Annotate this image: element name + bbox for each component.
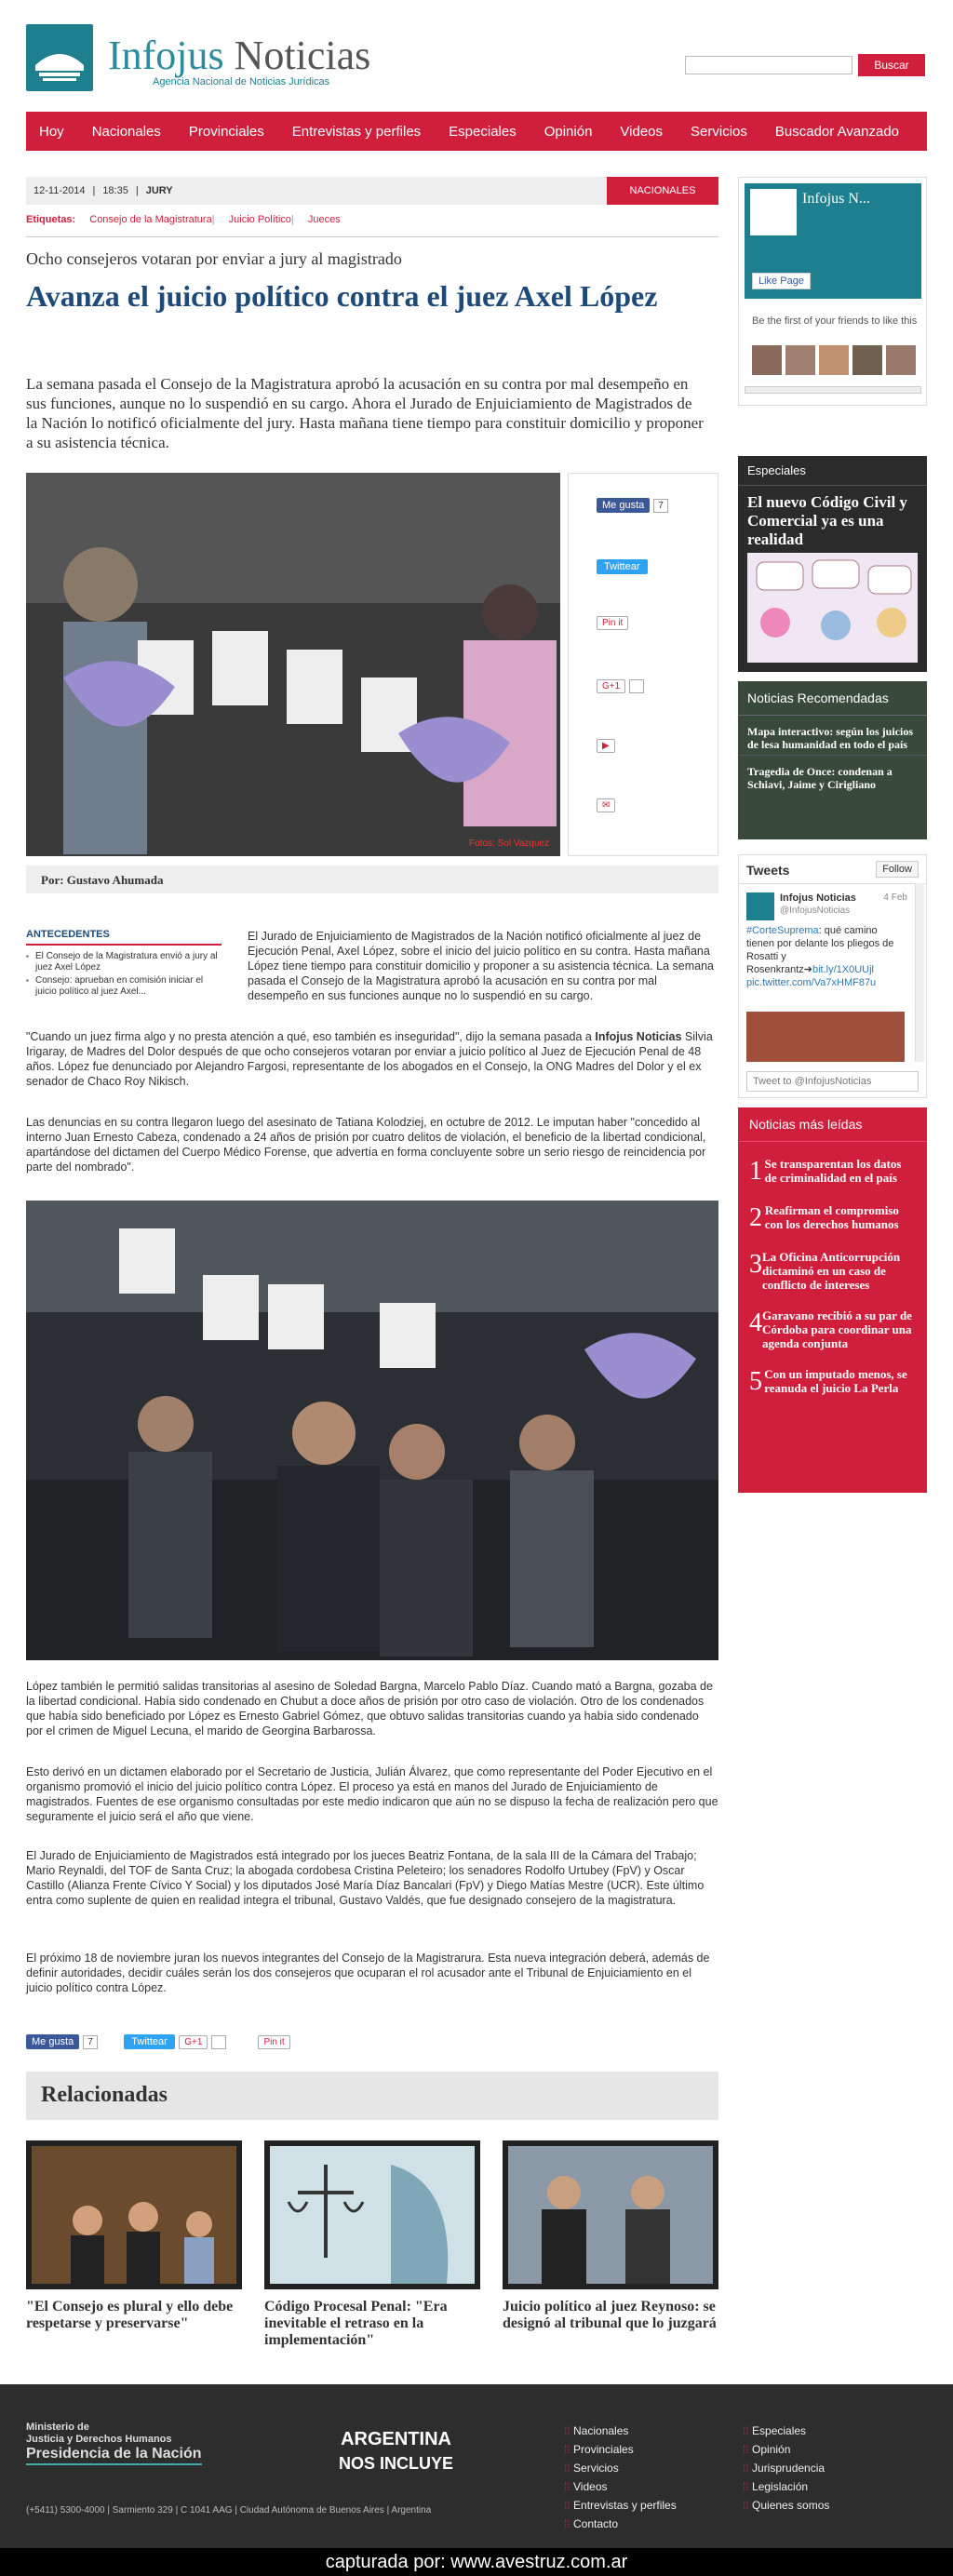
related-image[interactable] [264,2140,480,2289]
nav-item[interactable]: Opinión [544,123,593,140]
paragraph: "Cuando un juez firma algo y no presta atención a qué, eso también es inseguridad", dijo la semana pasada a Infojus Noticias Silvia Irigaray, de Madres del Dolor después de que ocho consejeros votaran por enviar a juicio político al Juez de Ejecución Penal de 48 años. López fue denunciado por Alejandro Fargosi, representante de los abogados en el Consejo, la ONG Madres del Dolor y el ex senador de Chaco Roy Nikisch. [26,1030,713,1088]
bottom-share [26,2033,290,2049]
brand-name[interactable]: Infojus Noticias [108,33,371,78]
footer-link[interactable]: ⁞⁞ Provinciales [564,2440,677,2459]
related-item[interactable] [264,2140,480,2349]
category-badge[interactable]: NACIONALES [607,177,718,205]
tags-row: Etiquetas: Consejo de la Magistratura| Juicio Político| Jueces [26,214,341,225]
fb-cover [745,183,921,299]
article-section-tag: JURY [145,185,173,196]
mas-leidas-heading: Noticias más leídas [738,1107,927,1142]
paragraph: Las denuncias en su contra llegaron luego del asesinato de Tatiana Kolodziej, en octubre de 2012. Le imputan haber "concedido al interno Juan Ernesto Cabeza, condenado a 24 años de prisión por cuatro delitos de violación, el beneficio de la libertad condicional, apartándose del dictamen del Cuerpo Médico Forense, que advertía en forma concluyente sobre un serio riesgo de reincidencia por parte del nombrado". [26,1116,706,1174]
tweet-avatar[interactable] [746,892,774,920]
ministry-logo[interactable]: Ministerio de Justicia y Derechos Humanos Presidencia de la Nación [26,2422,202,2465]
paragraph: López también le permitió salidas transitorias al asesino de Soledad Bargna, Marcelo Pablo Díaz. Cuando mató a Bargna, gozaba de la libertad condicional. Había sido condenado en Chubut a doce años de prisión por otro caso de violación. Otro de los condenados que había sido beneficiado por López es Ernesto Gabriel Gómez, que obtuvo salidas transitorias cuando ya había sido condenado por el crimen de Miguel Lecuna, el marido de Georgina Barbarossa. [26,1680,713,1737]
recomendadas-heading: Noticias Recomendadas [738,681,927,716]
mas-leida-item[interactable] [749,1203,916,1233]
mas-leida-item[interactable] [749,1250,916,1292]
tweet-handle: @InfojusNoticias [780,906,851,916]
paragraph: Esto derivó en un dictamen elaborado por el Secretario de Justicia, Julián Álvarez, que como representante del Poder Ejecutivo en el organismo promovió el inicio del juicio político contra López. El proceso ya está en manos del Jurado de Enjuiciamiento de magistrados. Fuentes de ese organismo consultadas por este medio indicaron que aún no se dispuso la fecha de realización pero que seguramente el juicio será el año que viene. [26,1765,718,1823]
google-plus-button[interactable]: G+1 [597,679,625,693]
footer-link[interactable]: ⁞⁞ Videos [564,2477,677,2496]
especiales-image[interactable] [747,553,918,663]
especiales-heading: Especiales [738,456,927,486]
gplus-count [211,2035,226,2049]
antecedente-link[interactable]: ▪ Consejo: aprueban en comisión iniciar el juicio político al juez Axel... [26,975,221,998]
related-image[interactable] [26,2140,242,2289]
search-input[interactable] [685,56,852,74]
recomendada-link[interactable]: Tragedia de Once: condenan a Schiavi, Jaime y Cirigliano [738,755,927,800]
relacionadas-heading: Relacionadas [26,2072,718,2120]
tweets-heading: Tweets [746,863,790,878]
footer-link[interactable]: ⁞⁞ Contacto [564,2515,677,2533]
recomendada-link[interactable]: Mapa interactivo: según los juicios de lesa humanidad en todo el país [747,725,913,751]
gplus-count [629,679,644,693]
email-icon[interactable]: ✉ [597,798,615,812]
tweets-scrollbar[interactable] [915,883,924,1062]
tweet-to-input[interactable]: Tweet to @InfojusNoticias [746,1071,919,1092]
footer-address: (+5411) 5300-4000 | Sarmiento 329 | C 1041 AAG | Ciudad Autónoma de Buenos Aires | Argentina [26,2505,432,2516]
pinterest-button[interactable]: Pin it [258,2035,289,2049]
tags-label: Etiquetas: [26,214,76,225]
related-item[interactable] [503,2140,718,2332]
fb-scrollbar[interactable] [745,386,921,394]
facebook-like-button[interactable]: Me gusta [597,498,650,513]
footer-link[interactable]: ⁞⁞ Servicios [564,2459,677,2477]
mas-leida-title[interactable]: Reafirman el compromiso con los derechos humanos [764,1203,899,1231]
facebook-like-button[interactable]: Me gusta [26,2034,79,2049]
share-panel [568,473,718,856]
related-title[interactable]: Juicio político al juez Reynoso: se designó al tribunal que lo juzgará [503,2299,717,2331]
brand-subtitle: Agencia Nacional de Noticias Jurídicas [153,76,330,87]
main-photo[interactable] [26,473,560,856]
related-image[interactable] [503,2140,718,2289]
follow-button[interactable]: Follow [876,861,919,878]
fb-page-name[interactable]: Infojus N... [802,191,870,207]
capture-credit: capturada por: www.avestruz.com.ar [0,2548,953,2576]
tag-link[interactable]: Consejo de la Magistratura [89,214,212,225]
article-date: 12-11-2014 [34,185,86,196]
rank-number: 2 [749,1203,762,1232]
paragraph: El Jurado de Enjuiciamiento de Magistrados de la Nación notificó oficialmente al juez de Ejecución Penal, Axel López, sobre el inicio del juicio político en su contra. Hasta mañana López tiene tiempo para constituir domicilio y proponer a su asistencia técnica. La semana pasada el Consejo de la Magistratura aprobó la acusación en su contra por mal desempeño en sus funciones aunque no lo suspendió en su cargo. [248,930,714,1002]
facebook-widget [738,177,927,406]
rank-number: 4 [749,1308,762,1337]
fb-like-page-button[interactable]: Like Page [752,273,811,289]
antecedentes-heading: ANTECEDENTES [26,929,221,946]
search-button[interactable]: Buscar [858,54,925,76]
second-photo[interactable] [26,1201,718,1660]
fb-faces [752,345,919,375]
twitter-button[interactable]: Twittear [597,559,648,574]
footer-link[interactable]: ⁞⁞ Legislación [743,2477,829,2496]
related-title[interactable]: "El Consejo es plural y ello debe respetarse y preservarse" [26,2299,234,2331]
nav-item[interactable]: Nacionales [91,123,161,140]
footer-link[interactable]: ⁞⁞ Opinión [743,2440,829,2459]
footer-link[interactable]: ⁞⁞ Nacionales [564,2422,677,2440]
article-kicker: Ocho consejeros votaran por enviar a jury al magistrado [26,249,402,268]
article-author: Por: Gustavo Ahumada [26,865,718,893]
footer-link[interactable]: ⁞⁞ Jurisprudencia [743,2459,829,2477]
mas-leida-title[interactable]: Garavano recibió a su par de Córdoba para coordinar una agenda conjunta [762,1308,912,1350]
nav-item[interactable]: Servicios [691,123,747,140]
footer-link[interactable]: ⁞⁞ Especiales [743,2422,829,2440]
tweet-date: 4 Feb [883,892,907,903]
mas-leida-title[interactable]: Con un imputado menos, se reanuda el juicio La Perla [764,1367,907,1395]
article-title: Avanza el juicio político contra el juez Axel López [26,279,658,313]
footer-col-1 [564,2422,677,2533]
footer-link[interactable]: ⁞⁞ Quienes somos [743,2496,829,2515]
nav-item[interactable]: Entrevistas y perfiles [291,123,422,140]
article-meta: 12-11-2014 | 18:35 | JURY NACIONALES [26,177,718,205]
antecedente-link[interactable]: ▪ El Consejo de la Magistratura envió a jury al juez Axel López [26,951,221,973]
mas-leida-title[interactable]: La Oficina Anticorrupción dictaminó en un caso de conflicto de intereses [762,1250,901,1292]
like-count: 7 [653,499,668,513]
youtube-icon[interactable]: ▶ [597,739,615,753]
photo-credit: Fotos: Sol Vazquez [469,839,549,849]
main-nav [26,112,927,151]
mas-leida-item[interactable] [749,1157,916,1187]
mas-leida-item[interactable] [749,1308,916,1350]
infojus-logo-icon[interactable] [26,24,93,91]
tweet-user[interactable]: Infojus Noticias [780,892,856,904]
mas-leida-title[interactable]: Se transparentan los datos de criminalidad en el país [764,1157,902,1185]
pinterest-button[interactable]: Pin it [597,616,628,630]
rank-number: 3 [749,1250,762,1279]
twitter-widget [738,854,927,1098]
rank-number: 5 [749,1367,762,1396]
footer-link[interactable]: ⁞⁞ Entrevistas y perfiles [564,2496,677,2515]
article-time: 18:35 [102,185,128,196]
google-plus-button[interactable]: G+1 [179,2035,208,2049]
nav-item[interactable]: Especiales [449,123,517,140]
paragraph: El Jurado de Enjuiciamiento de Magistrados está integrado por los jueces Beatriz Fontana, de la sala III de la Cámara del Trabajo; Mario Reynaldi, del TOF de Santa Cruz; la abogada cordobesa Cristina Peleteiro; los senadores Rodolfo Urtubey (FpV) y Oscar Castillo (Alianza Frente Cívico Y Social) y los diputados José María Díaz Bancalari (FpV) y Diego Matías Mestre (UCR). Este último entra como suplente de quien en realidad integra el tribunal, Gustavo Valdés, que fue designado consejero de la magistratura. [26,1849,705,1907]
rank-number: 1 [749,1157,762,1186]
antecedentes-box [26,929,221,1000]
recomendadas-box [738,681,927,839]
tweet-text: #CorteSuprema: qué camino tienen por delante los pliegos de Rosatti y Rosenkrantz➔bit.ly/1X0UUjl pic.twitter.com/Va7xHMF87u [746,925,894,988]
tag-link[interactable]: Juicio Político [228,214,291,225]
tweet-image[interactable] [746,1012,905,1062]
like-count: 7 [83,2035,98,2049]
mas-leida-item[interactable] [749,1367,916,1397]
especiales-box [738,456,927,672]
twitter-button[interactable]: Twittear [124,2034,175,2049]
nav-item[interactable]: Videos [620,123,664,140]
fb-avatar [750,189,797,235]
fb-friends-text: Be the first of your friends to like this [752,315,918,327]
nav-item[interactable]: Provinciales [188,123,264,140]
mas-leidas-box [738,1107,927,1493]
especiales-title[interactable]: El nuevo Código Civil y Comercial ya es una realidad [747,493,907,548]
nav-item[interactable]: Hoy [39,123,64,140]
article-lead: La semana pasada el Consejo de la Magistratura aprobó la acusación en su contra por mal desempeño en sus funciones, aunque no lo suspendió en su cargo. Ahora el Jurado de Enjuiciamiento de Magistrados de la Nación lo notificó oficialmente del jury. Hasta mañana tiene tiempo para constituir domicilio y proponer a su asistencia técnica. [26,375,704,451]
related-title[interactable]: Código Procesal Penal: "Era inevitable el retraso en la implementación" [264,2299,448,2348]
paragraph: El próximo 18 de noviembre juran los nuevos integrantes del Consejo de la Magistrarura. Esta nueva integración deberá, además de definir autoridades, decidir cuáles serán los dos consejeros que ocuparan el rol acusador ante el Tribunal de Enjuiciamiento en el juicio político contra López. [26,1952,710,1994]
footer-col-2 [743,2422,829,2515]
related-item[interactable] [26,2140,242,2332]
slogan: ARGENTINA NOS INCLUYE [339,2429,454,2473]
nav-item[interactable]: Buscador Avanzado [774,123,900,140]
tag-link[interactable]: Jueces [307,214,341,225]
site-header [26,20,929,95]
